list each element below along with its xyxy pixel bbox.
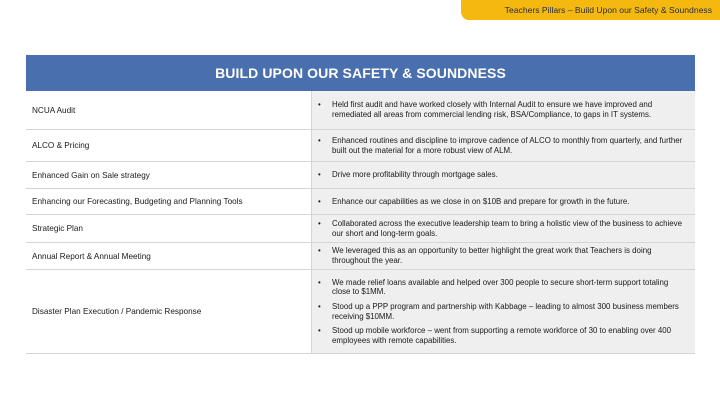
- section-header-tab: [461, 0, 720, 20]
- bullet-dot-icon: •: [318, 218, 321, 228]
- row-label: ALCO & Pricing: [26, 130, 312, 161]
- bullet-item: • We made relief loans available and helped over 300 people to secure short-term support totaling close to $1MM.: [318, 277, 669, 297]
- row-label: Annual Report & Annual Meeting: [26, 243, 312, 269]
- bullet-item: • Collaborated across the executive leadership team to bring a holistic view of the business to achieve our short and long-term goals.: [318, 218, 683, 238]
- table-row: [26, 189, 695, 215]
- bullet-item: • Enhanced routines and discipline to improve cadence of ALCO to monthly from quarterly, and further built out the material for a more robust view of ALM.: [318, 135, 683, 155]
- row-label: Enhanced Gain on Sale strategy: [26, 162, 312, 188]
- row-detail: [312, 189, 695, 214]
- bullet-item: • Drive more profitability through mortgage sales.: [318, 170, 498, 180]
- bullet-dot-icon: •: [318, 326, 321, 336]
- table-row: [26, 270, 695, 354]
- bullet-dot-icon: •: [318, 196, 321, 206]
- row-label: Disaster Plan Execution / Pandemic Response: [26, 270, 312, 353]
- row-detail: [312, 270, 695, 353]
- table-row: [26, 91, 695, 130]
- bullet-item: • Stood up a PPP program and partnership with Kabbage – leading to almost 300 business members receiving $10MM.: [318, 301, 679, 321]
- row-detail: [312, 162, 695, 188]
- row-detail: [312, 215, 695, 242]
- bullet-dot-icon: •: [318, 301, 321, 311]
- row-label: NCUA Audit: [26, 91, 312, 129]
- table-row: [26, 243, 695, 270]
- bullet-dot-icon: •: [318, 135, 321, 145]
- table-row: [26, 130, 695, 162]
- bullet-dot-icon: •: [318, 246, 321, 256]
- bullet-item: • We leveraged this as an opportunity to better highlight the great work that Teachers is doing throughout the year.: [318, 246, 652, 265]
- table-row: [26, 162, 695, 189]
- bullet-item: • Stood up mobile workforce – went from supporting a remote workforce of 30 to enabling over 400 employees with remote capabilities.: [318, 326, 672, 345]
- bullet-item: • Held first audit and have worked closely with Internal Audit to ensure we have improved and remediated all areas from commercial lending risk, BSA/Compliance, to gaps in IT systems.: [318, 100, 653, 119]
- row-detail: [312, 91, 695, 129]
- safety-soundness-table: [26, 55, 695, 354]
- table-title: BUILD UPON OUR SAFETY & SOUNDNESS: [215, 65, 506, 81]
- section-header-text: Teachers Pillars – Build Upon our Safety & Soundness: [504, 5, 712, 15]
- bullet-item: • Enhance our capabilities as we close in on $10B and prepare for growth in the future.: [318, 196, 630, 206]
- bullet-dot-icon: •: [318, 170, 321, 180]
- table-title-bar: [26, 55, 695, 91]
- row-label: Enhancing our Forecasting, Budgeting and Planning Tools: [26, 189, 312, 214]
- table-row: [26, 215, 695, 243]
- row-detail: [312, 243, 695, 269]
- row-detail: [312, 130, 695, 161]
- bullet-dot-icon: •: [318, 100, 321, 110]
- row-label: Strategic Plan: [26, 215, 312, 242]
- bullet-dot-icon: •: [318, 277, 321, 287]
